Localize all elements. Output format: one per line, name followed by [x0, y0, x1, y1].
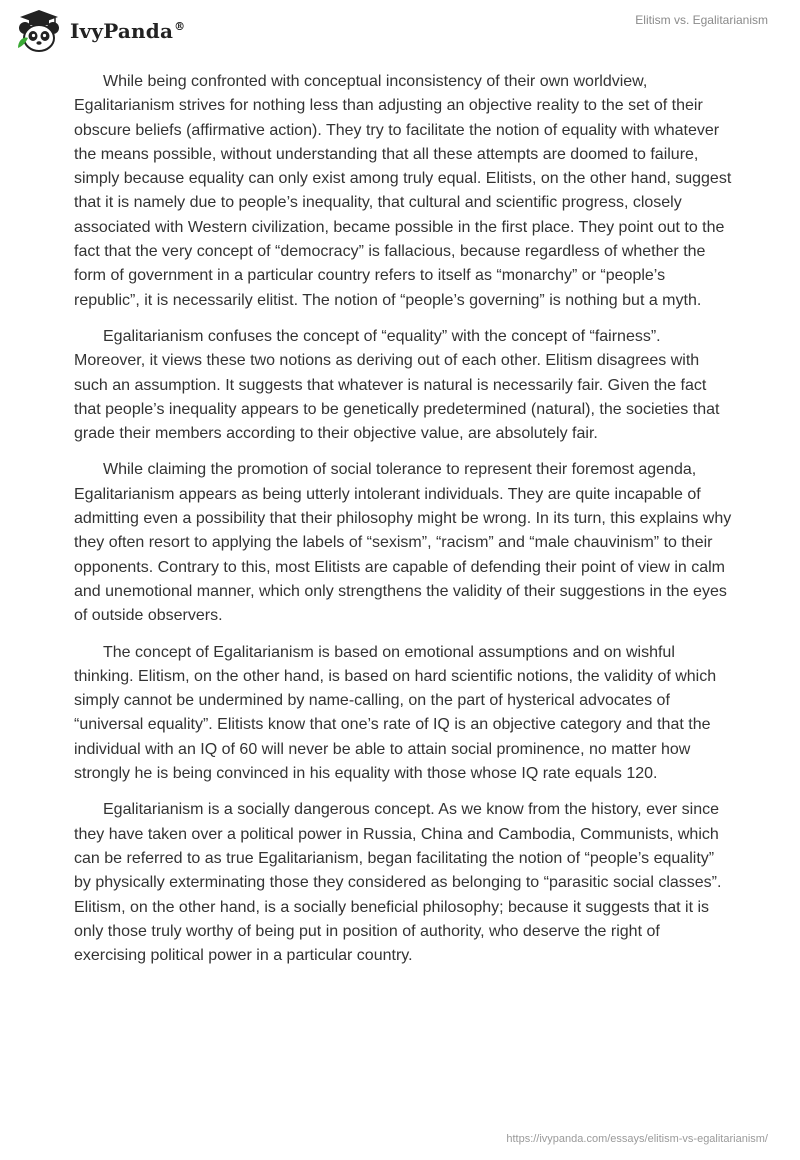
document-title: Elitism vs. Egalitarianism [635, 13, 768, 27]
paragraph: While being confronted with conceptual inconsistency of their own worldview, Egalitarianism strives for nothing less than adjusting an objective reality to the set of their obscure beliefs (affirmative action). They try to facilitate the notion of equality with whatever the means possible, without understanding that all these attempts are doomed to failure, simply because equality can only exist among truly equal. Elitists, on the other hand, suggest that it is namely due to people’s inequality, that cultural and scientific progress, closely associated with Western civilization, became possible in the first place. They point out to the fact that the very concept of “democracy” is fallacious, because regardless of whether the form of government in a particular country refers to itself as “monarchy” or “people’s republic”, it is necessarily elitist. The notion of “people’s governing” is nothing but a myth. [74, 73, 732, 309]
essay-body [74, 70, 734, 980]
paragraph: Egalitarianism confuses the concept of “equality” with the concept of “fairness”. Moreover, it views these two notions as deriving out of each other. Elitism disagrees with such an assumption. It suggests that whatever is natural is necessarily fair. Given the fact that people’s inequality appears to be genetically predetermined (natural), the societies that grade their members according to their objective value, are absolutely fair. [74, 327, 720, 443]
brand-name: IvyPanda® [70, 19, 186, 43]
paragraph: The concept of Egalitarianism is based on emotional assumptions and on wishful thinking. Elitism, on the other hand, is based on hard scientific notions, the validity of which simply cannot be undermined by name-calling, on the part of hysterical advocates of “universal equality”. Elitists know that one’s rate of IQ is an objective category and that the individual with an IQ of 60 will never be able to attain social prominence, no matter how strongly he is being convinced in his equality with those whose IQ rate equals 120. [74, 643, 717, 783]
registered-mark: ® [174, 20, 186, 34]
footer-source-url[interactable]: https://ivypanda.com/essays/elitism-vs-egalitarianism/ [506, 1133, 768, 1145]
page-header [0, 0, 800, 60]
panda-logo-icon [14, 8, 64, 54]
paragraph: Egalitarianism is a socially dangerous concept. As we know from the history, ever since they have taken over a political power in Russia, China and Cambodia, Communists, which can be referred to as true Egalitarianism, began facilitating the notion of “people’s equality” by physically exterminating those they considered as belonging to “parasitic social classes”. Elitism, on the other hand, is a socially beneficial philosophy; because it suggests that it is only those truly worthy of being put in position of authority, who deserve the right of exercising political power in a particular country. [74, 801, 722, 965]
ivypanda-logo[interactable] [14, 8, 185, 54]
paragraph: While claiming the promotion of social tolerance to represent their foremost agenda, Egalitarianism appears as being utterly intolerant individuals. They are quite incapable of admitting even a possibility that their philosophy might be wrong. In its turn, this explains why they often resort to applying the labels of “sexism”, “racism” and “male chauvinism” to their opponents. Contrary to this, most Elitists are capable of defending their point of view in calm and unemotional manner, which only strengthens the validity of their suggestions in the eyes of outside observers. [74, 461, 732, 625]
